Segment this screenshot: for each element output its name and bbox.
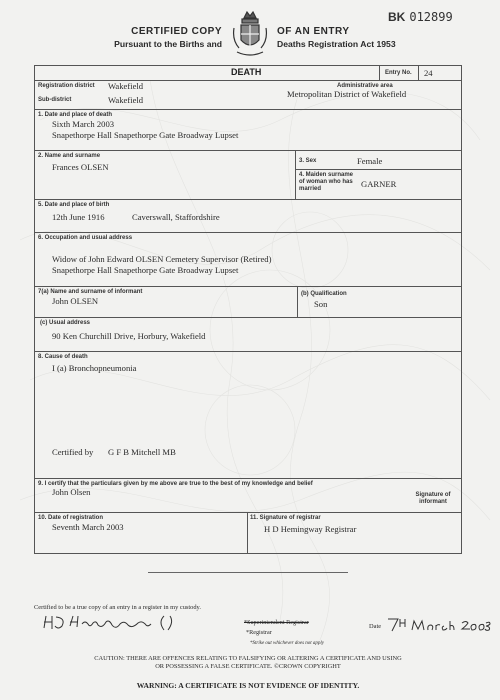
death-place-value: Snapethorpe Hall Snapethorpe Gate Broadway Lupset: [52, 130, 239, 140]
usual-address-label: (c) Usual address: [40, 320, 91, 326]
cause-label: 8. Cause of death: [38, 354, 88, 360]
birth-place-value: Caverswall, Staffordshire: [132, 212, 220, 222]
death-date-value: Sixth March 2003: [52, 119, 115, 129]
registrar-signature-label: 11. Signature of registrar: [250, 515, 321, 521]
serial-prefix: BK: [388, 10, 406, 24]
entry-no-value: 24: [424, 68, 433, 78]
name-value: Frances OLSEN: [52, 162, 109, 172]
header-act: Deaths Registration Act 1953: [277, 39, 396, 49]
sub-district-value: Wakefield: [108, 95, 144, 105]
registrar-handwritten-signature: [40, 612, 190, 634]
sub-district-label: Sub-district: [38, 97, 72, 103]
certified-by-label: Certified by: [52, 447, 94, 457]
header-pursuant: Pursuant to the Births and: [114, 39, 222, 49]
birth-date-place-label: 5. Date and place of birth: [38, 202, 110, 208]
declaration-value: John Olsen: [52, 487, 91, 497]
informant-label: 7(a) Name and surname of informant: [38, 289, 143, 295]
occupation-label: 6. Occupation and usual address: [38, 235, 133, 241]
sex-label: 3. Sex: [299, 158, 317, 164]
certified-true-copy: Certified to be a true copy of an entry in a register in my custody.: [34, 604, 201, 611]
header-right: [277, 26, 447, 49]
entry-no-label: Entry No.: [385, 70, 412, 76]
death-date-place-label: 1. Date and place of death: [38, 112, 113, 118]
header-certified-copy: CERTIFIED COPY: [131, 26, 222, 37]
caution-line2: OR POSSESSING A FALSE CERTIFICATE. ©CROWN COPYRIGHT: [155, 663, 341, 670]
header-of-an-entry: OF AN ENTRY: [277, 26, 350, 37]
serial-number: [388, 10, 453, 24]
certified-by-value: G F B Mitchell MB: [108, 447, 176, 457]
usual-address-value: 90 Ken Churchill Drive, Horbury, Wakefield: [52, 331, 206, 341]
informant-value: John OLSEN: [52, 296, 99, 306]
sex-value: Female: [357, 156, 383, 166]
caution-line1: CAUTION: THERE ARE OFFENCES RELATING TO FALSIFYING OR ALTERING A CERTIFICATE AND USING: [94, 655, 402, 662]
reg-date-label: 10. Date of registration: [38, 515, 104, 521]
strike-note: *Strike out whichever does not apply: [250, 641, 325, 646]
cause-value: I (a) Bronchopneumonia: [52, 363, 137, 373]
divider: [148, 572, 348, 573]
occupation-line1: Widow of John Edward OLSEN Cemetery Supervisor (Retired): [52, 254, 272, 264]
birth-date-value: 12th June 1916: [52, 212, 105, 222]
reg-district-value: Wakefield: [108, 81, 144, 91]
superintendent-registrar-label: *Superintendent Registrar: [244, 619, 309, 626]
header-left: [112, 26, 222, 49]
handwritten-date: [384, 613, 494, 637]
caution-text: [48, 655, 448, 671]
entry-form: [34, 65, 462, 554]
maiden-surname-value: GARNER: [361, 179, 397, 189]
admin-area-label: Administrative area: [337, 83, 393, 89]
reg-date-value: Seventh March 2003: [52, 522, 124, 532]
serial-digits: 012899: [409, 10, 453, 24]
declaration-label: 9. I certify that the particulars given by me above are true to the best of my knowledge and belief: [38, 481, 313, 487]
maiden-surname-label: 4. Maiden surname of woman who has married: [299, 172, 354, 192]
qualification-value: Son: [314, 299, 328, 309]
admin-area-value: Metropolitan District of Wakefield: [287, 89, 407, 99]
registrar-label: *Registrar: [246, 629, 272, 636]
name-label: 2. Name and surname: [38, 153, 101, 159]
registrar-signature-value: H D Hemingway Registrar: [264, 524, 357, 534]
form-title: DEATH: [231, 67, 262, 77]
qualification-label: (b) Qualification: [301, 291, 347, 297]
signature-informant-label: Signature of informant: [415, 492, 451, 505]
footer-date-label: Date: [369, 623, 382, 630]
warning-text: WARNING: A CERTIFICATE IS NOT EVIDENCE OF IDENTITY.: [136, 681, 360, 690]
reg-district-label: Registration district: [38, 83, 95, 89]
occupation-line2: Snapethorpe Hall Snapethorpe Gate Broadway Lupset: [52, 265, 239, 275]
royal-crest-icon: [231, 8, 269, 60]
